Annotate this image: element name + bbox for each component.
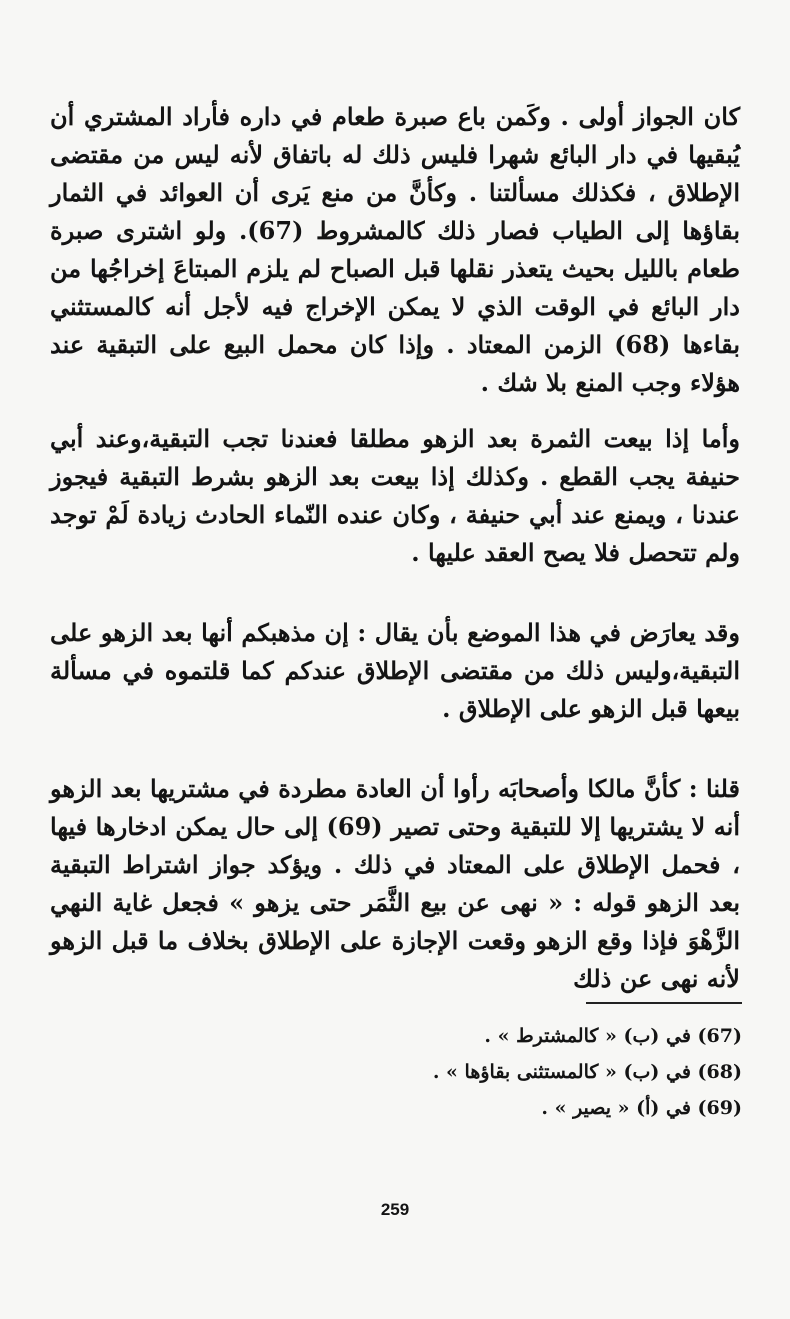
footnote-68: (68) في (ب) « كالمستثنى بقاؤها » . xyxy=(432,1061,742,1083)
paragraph-4: قلنا : كأنَّ مالكا وأصحابَه رأوا أن العادة مطردة في مشتريها بعد الزهو أنه لا يشتريها إلا للتبقية وحتى تصير (69) إلى حال يمكن ادخارها فيها ، فحمل الإطلاق على المعتاد في ذلك . ويؤكد جواز اشتراط التبقية بعد الزهو قوله : « نهى عن بيع الثَّمَر حتى يزهو » فجعل غاية النهي الزَّهْوَ فإذا وقع الزهو وقعت الإجازة على الإطلاق بخلاف ما قبل الزهو لأنه نهى عن ذلك xyxy=(50,774,740,993)
footnote-divider xyxy=(586,1002,742,1004)
footnote-67: (67) في (ب) « كالمشترط » . xyxy=(484,1025,742,1047)
paragraph-2: وأما إذا بيعت الثمرة بعد الزهو مطلقا فعندنا تجب التبقية،وعند أبي حنيفة يجب القطع . وكذلك إذا بيعت بعد الزهو بشرط التبقية فيجوز عندنا ، ويمنع عند أبي حنيفة ، وكان عنده النّماء الحادث زيادة لَمْ توجد ولم تتحصل فلا يصح العقد عليها . xyxy=(50,424,740,567)
footnotes xyxy=(52,1018,742,1126)
footnote-69: (69) في (أ) « يصير » . xyxy=(541,1097,742,1119)
paragraph-1: كان الجواز أولى . وكَمن باع صبرة طعام في داره فأراد المشتري أن يُبقيها في دار البائع شهرا فليس ذلك له باتفاق لأنه ليس من مقتضى الإطلاق ، فكذلك مسألتنا . وكأنَّ من منع يَرى أن العوائد في الثمار بقاؤها إلى الطياب فصار ذلك كالمشروط (67). ولو اشترى صبرة طعام بالليل بحيث يتعذر نقلها قبل الصباح لم يلزم المبتاعَ إخراجُها من دار البائع في الوقت الذي لا يمكن الإخراج فيه لأجل أنه كالمستثني بقاءها (68) الزمن المعتاد . وإذا كان محمل البيع على التبقية عند هؤلاء وجب المنع بلا شك . xyxy=(50,102,741,397)
paragraph-3: وقد يعارَض في هذا الموضع بأن يقال : إن مذهبكم أنها بعد الزهو على التبقية،وليس ذلك من مقتضى الإطلاق عندكم كما قلتموه في مسألة بيعها قبل الزهو على الإطلاق . xyxy=(50,618,740,723)
page-number: 259 xyxy=(380,1200,410,1219)
